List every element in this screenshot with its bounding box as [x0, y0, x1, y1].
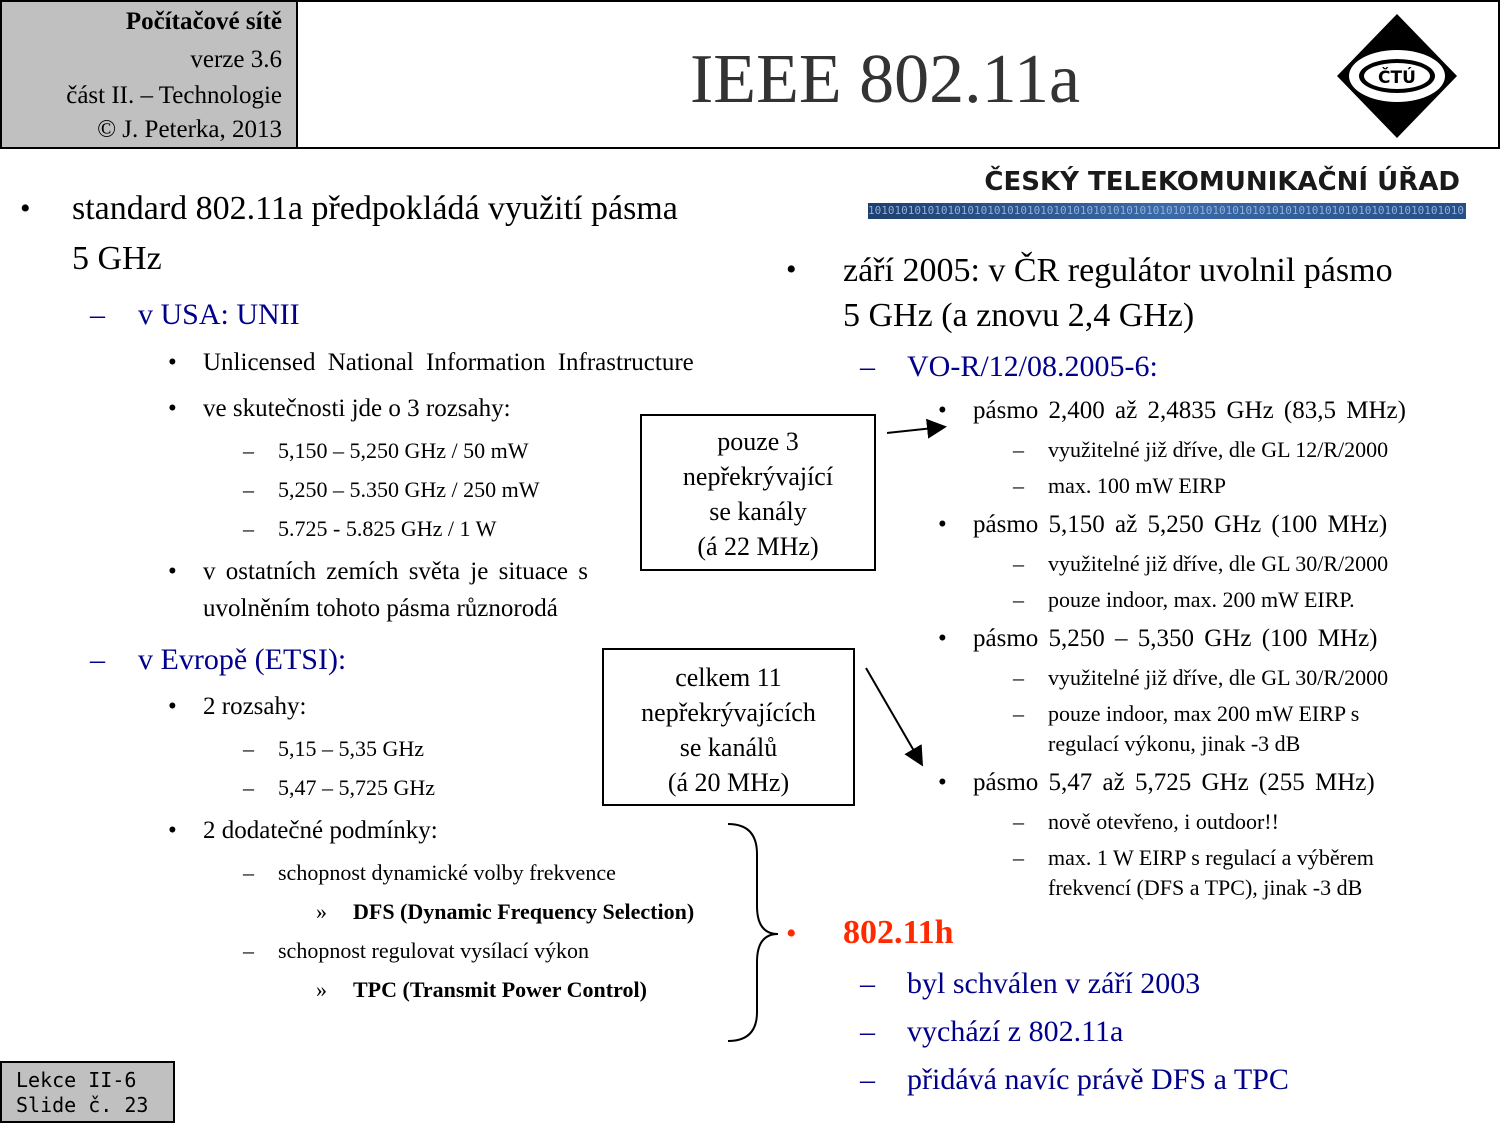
ctu-banner-strip: 101010101010101010101010101010101010101010101010101010101010101010101010101010101010101010 [868, 204, 1465, 217]
band-note: pouze indoor, max. 200 mW EIRP. [1048, 587, 1355, 612]
band-note: využitelné již dříve, dle GL 30/R/2000 [1048, 551, 1389, 576]
other-countries-cont: uvolněním tohoto pásma různorodá [203, 595, 558, 622]
band-note: max. 1 W EIRP s regulací a výběrem [1048, 845, 1374, 870]
curly-brace [728, 824, 778, 1041]
band-note: max. 100 mW EIRP [1048, 473, 1227, 498]
ctu-banner-name: ČESKÝ TELEKOMUNIKAČNÍ ÚŘAD [984, 167, 1460, 197]
decree-heading: VO-R/12/08.2005-6: [907, 350, 1158, 383]
bullet: • [938, 397, 947, 424]
band-label: pásmo 2,400 až 2,4835 GHz (83,5 MHz) [973, 397, 1406, 424]
callout-line: nepřekrývající [682, 462, 834, 491]
band-label: pásmo 5,150 až 5,250 GHz (100 MHz) [973, 511, 1388, 538]
course-part: část II. – Technologie [66, 82, 282, 109]
band-label: pásmo 5,250 – 5,350 GHz (100 MHz) [973, 625, 1378, 652]
dash: – [90, 643, 105, 676]
eu-range: 5,47 – 5,725 GHz [278, 775, 436, 800]
course-copyright: © J. Peterka, 2013 [97, 116, 282, 143]
bullet: • [938, 511, 947, 538]
lecture-label: Lekce II-6 [16, 1068, 137, 1092]
dash: – [90, 298, 105, 331]
usa-heading: v USA: UNII [138, 298, 300, 331]
right-main-point: září 2005: v ČR regulátor uvolnil pásmo [843, 252, 1393, 289]
left-main-point: standard 802.11a předpokládá využití pásma [72, 190, 678, 227]
band-note: využitelné již dříve, dle GL 30/R/2000 [1048, 665, 1389, 690]
bullet-red: • [786, 917, 797, 950]
dash: – [1013, 701, 1024, 726]
dash: – [860, 1063, 875, 1096]
callout-line: nepřekrývajících [641, 698, 816, 727]
h-standard-title: 802.11h [843, 914, 954, 951]
callout-line: se kanálů [679, 733, 778, 762]
bullet: • [168, 817, 177, 844]
eu-ranges-label: 2 rozsahy: [203, 693, 307, 720]
dash: – [860, 350, 875, 383]
band-note-cont: regulací výkonu, jinak -3 dB [1048, 731, 1301, 756]
band-note: pouze indoor, max 200 mW EIRP s [1048, 701, 1360, 726]
h-item: vychází z 802.11a [907, 1015, 1124, 1048]
ctu-logo-text: ČTÚ [1378, 68, 1416, 88]
slide-label: Slide č. 23 [16, 1093, 149, 1117]
left-main-point-cont: 5 GHz [72, 240, 162, 277]
dash: – [243, 477, 254, 502]
bullet: • [786, 253, 797, 286]
dash: – [243, 938, 254, 963]
arrow-to-24ghz [887, 427, 943, 433]
band-note: nově otevřeno, i outdoor!! [1048, 809, 1279, 834]
dash: – [1013, 845, 1024, 870]
band-note-cont: frekvencí (DFS a TPC), jinak -3 dB [1048, 875, 1363, 900]
course-name: Počítačové sítě [125, 8, 282, 35]
conditions-label: 2 dodatečné podmínky: [203, 817, 438, 844]
other-countries: v ostatních zemích světa je situace s [203, 558, 588, 585]
bullet: • [168, 349, 177, 376]
bullet: • [168, 558, 177, 585]
dash: – [860, 1015, 875, 1048]
dash: – [243, 438, 254, 463]
usa-range: 5,250 – 5.350 GHz / 250 mW [278, 477, 540, 502]
bullet: • [938, 769, 947, 796]
callout-line: pouze 3 [717, 427, 799, 456]
bullet: • [168, 693, 177, 720]
slide-number-box [0, 1061, 175, 1123]
usa-item-unii: Unlicensed National Information Infrastructure [203, 349, 694, 376]
dash: – [243, 516, 254, 541]
course-version: verze 3.6 [190, 46, 282, 73]
dash: – [1013, 587, 1024, 612]
callout-line: (á 22 MHz) [697, 532, 819, 561]
bullet: • [168, 395, 177, 422]
eu-range: 5,15 – 5,35 GHz [278, 736, 425, 761]
dash: – [243, 736, 254, 761]
condition-tpc-detail: TPC (Transmit Power Control) [353, 977, 647, 1002]
usa-range: 5,150 – 5,250 GHz / 50 mW [278, 438, 529, 463]
condition-dfs-detail: DFS (Dynamic Frequency Selection) [353, 899, 695, 924]
bullet: • [20, 192, 31, 225]
raquo: » [316, 977, 327, 1002]
bullet: • [938, 625, 947, 652]
dash: – [243, 775, 254, 800]
callout-line: se kanály [709, 497, 807, 526]
callout-line: (á 20 MHz) [667, 768, 790, 797]
raquo: » [316, 899, 327, 924]
callout-line: celkem 11 [675, 663, 782, 692]
h-item: přidává navíc právě DFS a TPC [907, 1063, 1289, 1096]
europe-heading: v Evropě (ETSI): [138, 643, 347, 676]
usa-item-ranges: ve skutečnosti jde o 3 rozsahy: [203, 395, 511, 422]
dash: – [1013, 665, 1024, 690]
dash: – [1013, 551, 1024, 576]
usa-range: 5.725 - 5.825 GHz / 1 W [278, 516, 497, 541]
right-main-point-cont: 5 GHz (a znovu 2,4 GHz) [843, 297, 1195, 334]
condition-dfs: schopnost dynamické volby frekvence [278, 860, 616, 885]
dash: – [860, 967, 875, 1000]
arrow-to-547ghz [866, 668, 921, 763]
h-item: byl schválen v září 2003 [907, 967, 1201, 1000]
dash: – [1013, 437, 1024, 462]
slide-title: IEEE 802.11a [690, 41, 1081, 118]
dash: – [1013, 473, 1024, 498]
band-note: využitelné již dříve, dle GL 12/R/2000 [1048, 437, 1389, 462]
condition-tpc: schopnost regulovat vysílací výkon [278, 938, 590, 963]
dash: – [1013, 809, 1024, 834]
band-label: pásmo 5,47 až 5,725 GHz (255 MHz) [973, 769, 1375, 796]
dash: – [243, 860, 254, 885]
